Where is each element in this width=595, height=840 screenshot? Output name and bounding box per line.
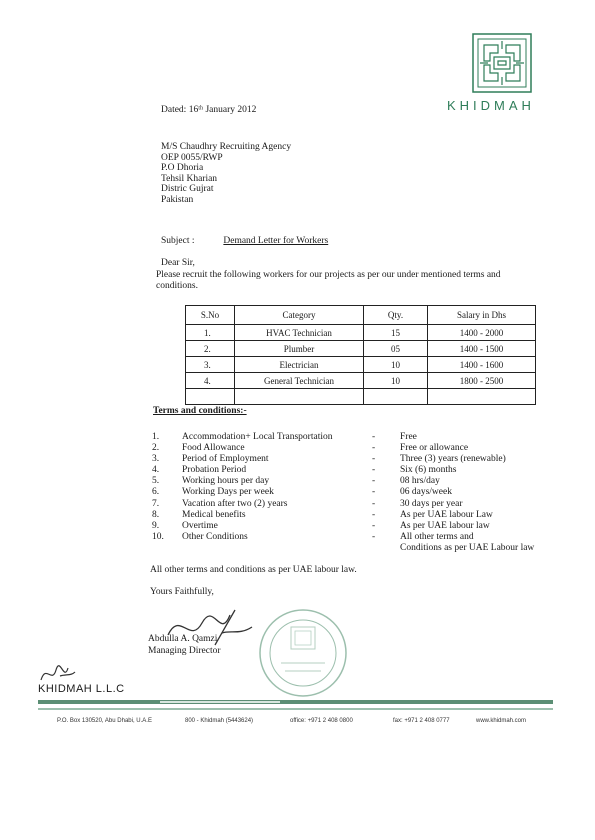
term-dash: - bbox=[372, 487, 376, 498]
subject-value: Demand Letter for Workers bbox=[223, 236, 329, 246]
header-category: Category bbox=[235, 306, 364, 325]
term-label: Accommodation+ Local Transportation bbox=[182, 432, 333, 442]
address-line: M/S Chaudhry Recruiting Agency bbox=[161, 142, 292, 152]
term-label: Overtime bbox=[182, 520, 218, 531]
cell-qty: 05 bbox=[364, 341, 428, 357]
toll-free-number: 800 - Khidmah (5443624) bbox=[185, 718, 254, 724]
term-number: 4. bbox=[152, 465, 160, 476]
term-value: Free bbox=[400, 432, 417, 442]
cell-salary bbox=[428, 389, 536, 405]
term-value: Three (3) years (renewable) bbox=[400, 454, 506, 465]
workers-table bbox=[185, 305, 536, 405]
footer-divider-thin bbox=[38, 708, 553, 710]
letter-body: Please recruit the following workers for our projects as per our under mentioned terms and conditions. bbox=[156, 270, 501, 291]
term-number: 2. bbox=[152, 443, 160, 454]
term-dash: - bbox=[372, 465, 376, 476]
cell-sno: 2. bbox=[186, 341, 235, 357]
footer-divider-highlight bbox=[160, 701, 280, 703]
list-item bbox=[152, 454, 552, 465]
term-label: Medical benefits bbox=[182, 509, 246, 520]
table-row bbox=[186, 357, 536, 373]
letter-date: Dated: 16ᵗʰ January 2012 bbox=[161, 105, 257, 115]
term-label: Working Days per week bbox=[182, 487, 274, 498]
cell-sno: 1. bbox=[186, 325, 235, 341]
term-label: Period of Employment bbox=[182, 454, 269, 465]
term-dash: - bbox=[372, 520, 376, 531]
term-number: 10. bbox=[152, 531, 164, 542]
term-value: 06 days/week bbox=[400, 487, 452, 498]
cell-salary: 1400 - 1600 bbox=[428, 357, 536, 373]
header-qty: Qty. bbox=[364, 306, 428, 325]
address-line: Pakistan bbox=[161, 194, 194, 205]
term-value: All other terms and bbox=[400, 531, 474, 542]
terms-list bbox=[152, 432, 552, 553]
header-sno: S.No bbox=[186, 306, 235, 325]
header-salary: Salary in Dhs bbox=[428, 306, 536, 325]
terms-footer-note: All other terms and conditions as per UAE labour law. bbox=[150, 565, 357, 575]
office-phone: office: +971 2 408 0800 bbox=[290, 718, 353, 724]
closing-salutation: Yours Faithfully, bbox=[150, 587, 214, 597]
khidmah-logo bbox=[472, 33, 532, 93]
term-value: Free or allowance bbox=[400, 443, 469, 454]
address-line: Tehsil Kharian bbox=[161, 173, 218, 184]
term-number: 6. bbox=[152, 487, 160, 498]
cell-salary: 1400 - 1500 bbox=[428, 341, 536, 357]
list-item bbox=[152, 443, 552, 454]
term-number: 1. bbox=[152, 432, 160, 442]
table-row bbox=[186, 341, 536, 357]
term-dash: - bbox=[372, 443, 376, 454]
table-row bbox=[186, 373, 536, 389]
cell-sno: 3. bbox=[186, 357, 235, 373]
term-label: Other Conditions bbox=[182, 531, 248, 542]
term-number: 8. bbox=[152, 509, 160, 520]
term-dash: - bbox=[372, 476, 376, 487]
term-label: Working hours per day bbox=[182, 476, 270, 487]
term-value: 08 hrs/day bbox=[400, 476, 440, 487]
list-item bbox=[152, 499, 552, 510]
term-label: Probation Period bbox=[182, 465, 247, 476]
term-dash: - bbox=[372, 432, 376, 442]
cell-qty: 15 bbox=[364, 325, 428, 341]
address-line: P.O Dhoria bbox=[161, 163, 204, 174]
company-stamp bbox=[257, 607, 349, 699]
cell-qty bbox=[364, 389, 428, 405]
table-header-row bbox=[186, 306, 536, 325]
brand-name: KHIDMAH bbox=[447, 98, 535, 113]
cell-category bbox=[235, 389, 364, 405]
term-value: As per UAE labour Law bbox=[400, 509, 493, 520]
signer-name: Abdulla A. Qamzi bbox=[148, 634, 218, 644]
cell-salary: 1800 - 2500 bbox=[428, 373, 536, 389]
term-dash: - bbox=[372, 531, 376, 542]
term-value: As per UAE labour law bbox=[400, 520, 490, 531]
term-number: 7. bbox=[152, 498, 160, 509]
cell-sno bbox=[186, 389, 235, 405]
list-item bbox=[152, 432, 552, 443]
list-item bbox=[152, 521, 552, 532]
term-dash: - bbox=[372, 454, 376, 465]
cell-category: Electrician bbox=[235, 357, 364, 373]
company-name: KHIDMAH L.L.C bbox=[38, 683, 125, 695]
greeting: Dear Sir, bbox=[161, 258, 195, 268]
table-row bbox=[186, 389, 536, 405]
website-link[interactable]: www.khidmah.com bbox=[476, 718, 527, 724]
address-line: Distric Gujrat bbox=[161, 184, 214, 195]
cell-category: General Technician bbox=[235, 373, 364, 389]
list-item bbox=[152, 465, 552, 476]
footer-divider bbox=[38, 700, 553, 704]
cell-sno: 4. bbox=[186, 373, 235, 389]
cell-salary: 1400 - 2000 bbox=[428, 325, 536, 341]
fax-number: fax: +971 2 408 0777 bbox=[393, 718, 450, 724]
cell-qty: 10 bbox=[364, 373, 428, 389]
cell-qty: 10 bbox=[364, 357, 428, 373]
term-label: Food Allowance bbox=[182, 443, 245, 454]
term-number: 5. bbox=[152, 476, 160, 487]
cell-category: HVAC Technician bbox=[235, 325, 364, 341]
recipient-address bbox=[161, 142, 291, 206]
term-value-continued: Conditions as per UAE Labour law bbox=[400, 542, 535, 553]
subject-line bbox=[161, 236, 328, 246]
list-item bbox=[152, 531, 552, 553]
po-box: P.O. Box 130520, Abu Dhabi, U.A.E bbox=[57, 718, 152, 724]
term-number: 9. bbox=[152, 520, 160, 531]
cell-category: Plumber bbox=[235, 341, 364, 357]
signer-title: Managing Director bbox=[148, 646, 221, 656]
term-dash: - bbox=[372, 498, 376, 509]
term-value: 30 days per year bbox=[400, 498, 463, 509]
list-item bbox=[152, 476, 552, 487]
subject-label: Subject : bbox=[161, 236, 195, 246]
term-dash: - bbox=[372, 509, 376, 520]
terms-heading: Terms and conditions:- bbox=[153, 406, 247, 416]
signer-block bbox=[148, 633, 221, 657]
term-value: Six (6) months bbox=[400, 465, 457, 476]
list-item bbox=[152, 510, 552, 521]
table-row bbox=[186, 325, 536, 341]
term-number: 3. bbox=[152, 454, 160, 465]
term-label: Vacation after two (2) years bbox=[182, 498, 288, 509]
address-line: OEP 0055/RWP bbox=[161, 152, 223, 163]
list-item bbox=[152, 487, 552, 498]
